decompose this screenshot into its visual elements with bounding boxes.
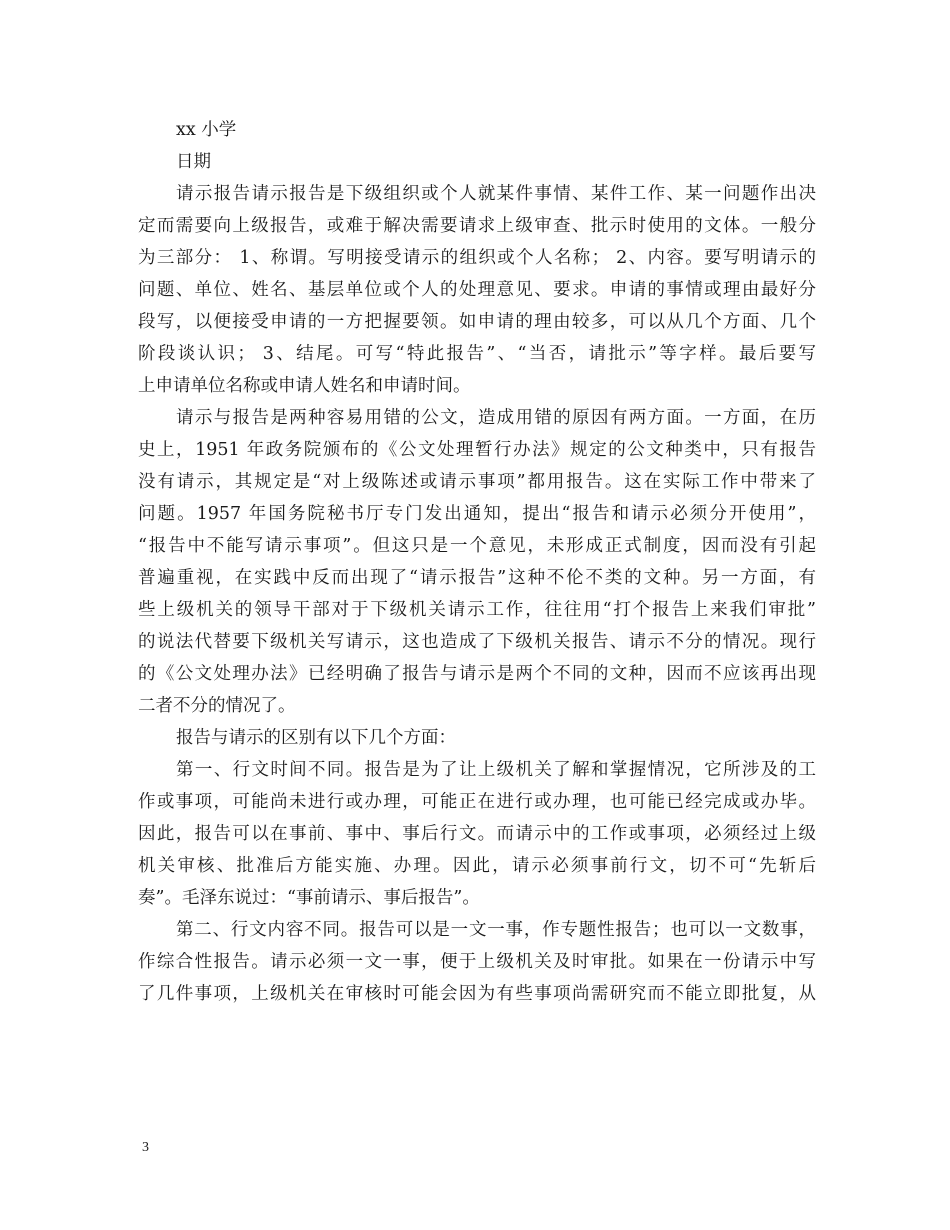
text-line: 史上，1951 年政务院颁布的《公文处理暂行办法》规定的公文种类中，只有报告 [138,440,816,460]
text-line: 的说法代替要下级机关写请示，这也造成了下级机关报告、请示不分的情况。现行 [138,632,816,652]
text-line: 阶段谈认识； 3、结尾。可写“特此报告”、“当否，请批示”等字样。最后要写 [138,344,816,364]
page-number: 3 [142,1140,149,1155]
text-line: 定而需要向上级报告，或难于解决需要请求上级审查、批示时使用的文体。一般分 [138,216,816,236]
text-line: 第二、行文内容不同。报告可以是一文一事，作专题性报告；也可以一文数事， [176,920,816,940]
text-line: 第一、行文时间不同。报告是为了让上级机关了解和掌握情况，它所涉及的工 [176,760,816,780]
text-line: 问题。1957 年国务院秘书厅专门发出通知，提出“报告和请示必须分开使用”， [138,504,816,524]
section-heading: 报告与请示的区别有以下几个方面： [176,728,456,748]
text-line: 二者不分的情况了。 [138,696,296,716]
text-line: “报告中不能写请示事项”。但这只是一个意见，未形成正式制度，因而没有引起 [138,536,816,556]
text-line: 机关审核、批准后方能实施、办理。因此，请示必须事前行文，切不可“先斩后 [138,856,816,876]
date-label: 日期 [176,152,211,172]
text-line: 没有请示，其规定是“对上级陈述或请示事项”都用报告。这在实际工作中带来了 [138,472,816,492]
text-line: 请示报告请示报告是下级组织或个人就某件事情、某件工作、某一问题作出决 [176,184,816,204]
text-line: 普遍重视，在实践中反而出现了“请示报告”这种不伦不类的文种。另一方面，有 [138,568,816,588]
school-name: xx 小学 [176,120,237,140]
text-line: 问题、单位、姓名、基层单位或个人的处理意见、要求。申请的事情或理由最好分 [138,280,816,300]
text-line: 为三部分： 1、称谓。写明接受请示的组织或个人名称； 2、内容。要写明请示的 [138,248,816,268]
text-line: 作综合性报告。请示必须一文一事，便于上级机关及时审批。如果在一份请示中写 [138,952,816,972]
text-line: 段写，以便接受申请的一方把握要领。如申请的理由较多，可以从几个方面、几个 [138,312,816,332]
text-line: 的《公文处理办法》已经明确了报告与请示是两个不同的文种，因而不应该再出现 [138,664,816,684]
text-line: 些上级机关的领导干部对于下级机关请示工作，往往用“打个报告上来我们审批” [138,600,816,620]
text-line: 了几件事项，上级机关在审核时可能会因为有些事项尚需研究而不能立即批复，从 [138,984,816,1004]
document-body [138,114,816,1010]
text-line: 作或事项，可能尚未进行或办理，可能正在进行或办理，也可能已经完成或办毕。 [138,792,816,812]
text-line: 上申请单位名称或申请人姓名和申请时间。 [138,376,471,396]
text-line: 因此，报告可以在事前、事中、事后行文。而请示中的工作或事项，必须经过上级 [138,824,816,844]
text-line: 请示与报告是两种容易用错的公文，造成用错的原因有两方面。一方面，在历 [176,408,816,428]
text-line: 奏”。毛泽东说过：“事前请示、事后报告”。 [138,888,480,908]
